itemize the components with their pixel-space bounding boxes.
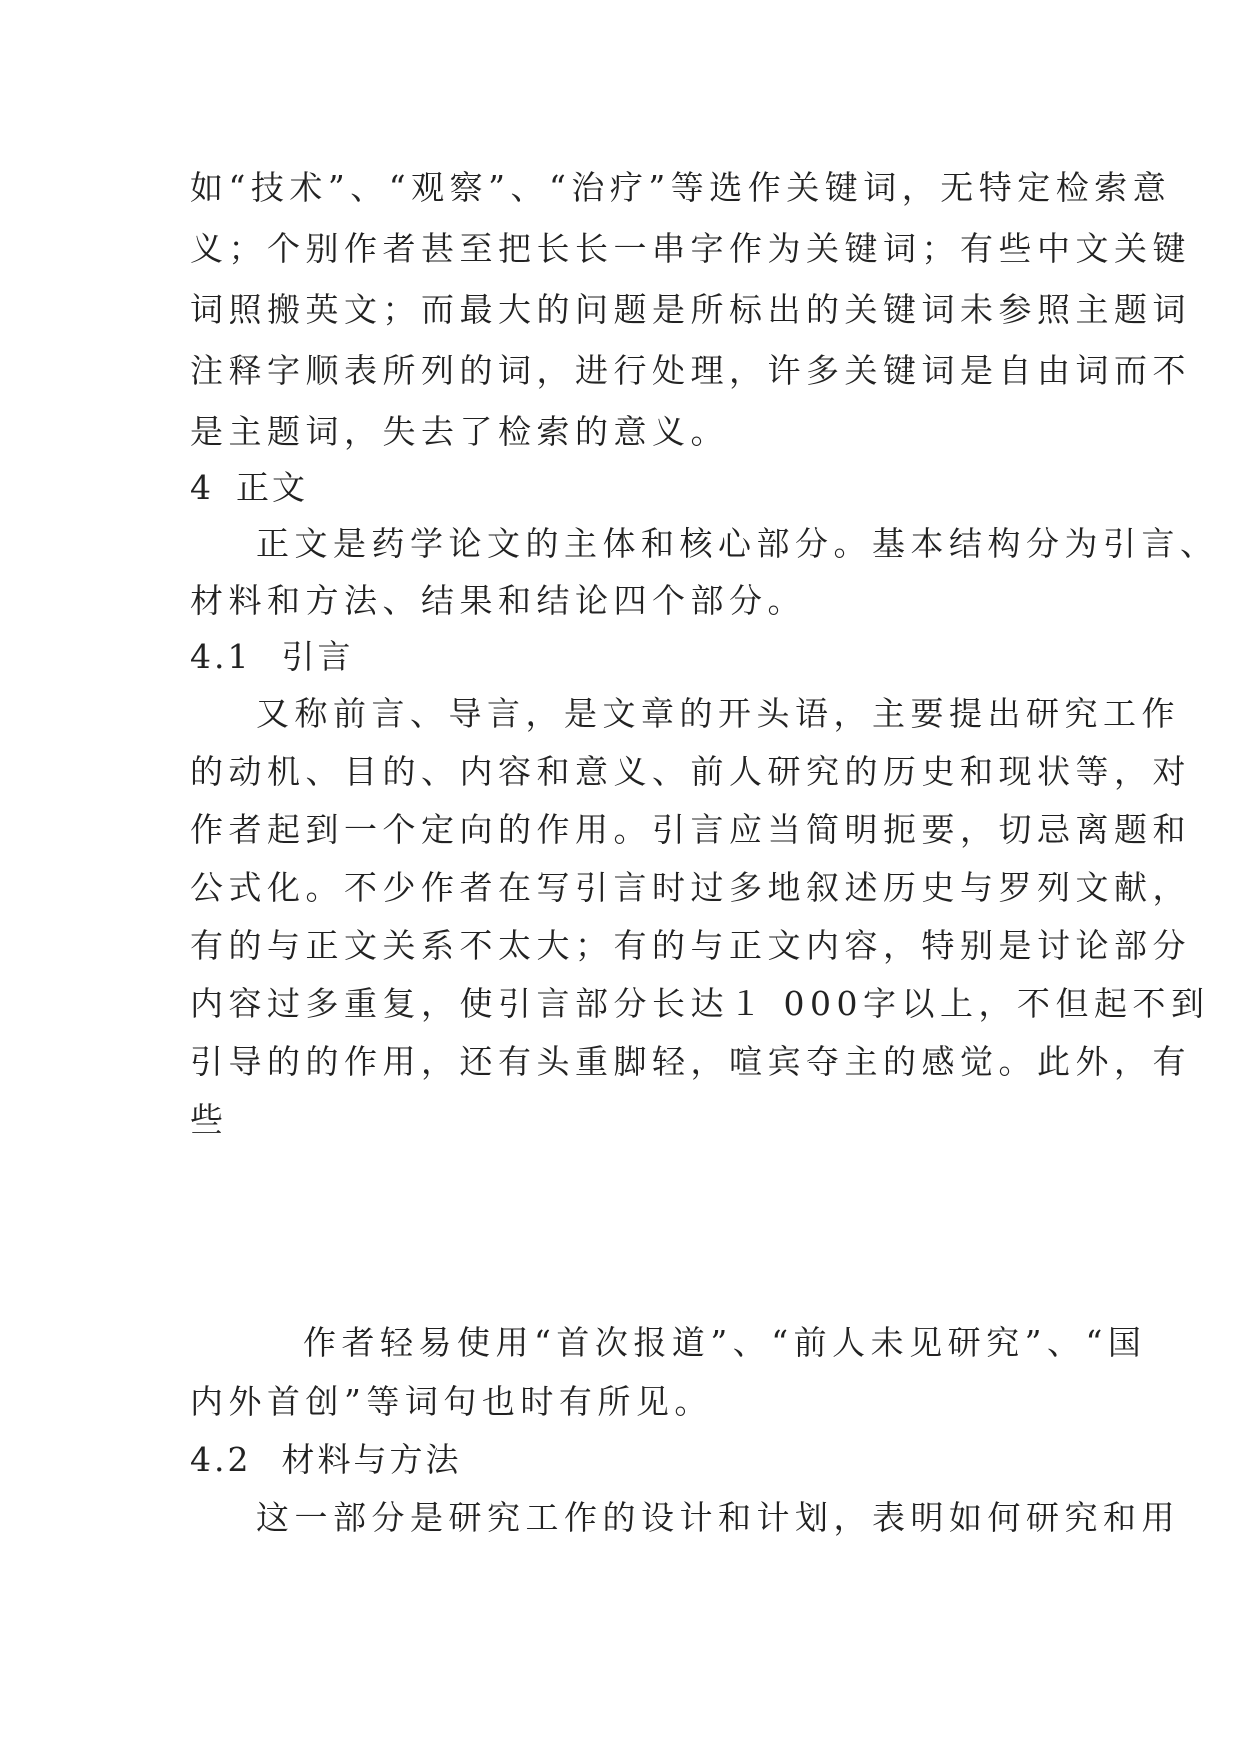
text-line: 正文是药学论文的主体和核心部分。基本结构分为引言、: [256, 524, 1219, 563]
text-line: 注释字顺表所列的词，进行处理，许多关键词是自由词而不: [190, 351, 1191, 390]
section-heading-4-1: [190, 637, 1070, 677]
text-line: 词照搬英文；而最大的问题是所标出的关键词未参照主题词: [190, 290, 1191, 329]
text-line: 这一部分是研究工作的设计和计划，表明如何研究和用: [256, 1498, 1180, 1537]
text-line: 内外首创”等词句也时有所见。: [190, 1382, 713, 1421]
text-line: 内容过多重复，使引言部分长达１ 000字以上，不但起不到: [190, 984, 1210, 1023]
text-line: 材料和方法、结果和结论四个部分。: [190, 581, 806, 620]
section-heading-4: [190, 468, 1070, 508]
text-line: 作者轻易使用“首次报道”、“前人未见研究”、“国: [303, 1323, 1147, 1362]
text-line: 有的与正文关系不太大；有的与正文内容，特别是讨论部分: [190, 926, 1191, 965]
section-title: 引言: [281, 637, 354, 676]
text-line: 公式化。不少作者在写引言时过多地叙述历史与罗列文献，: [190, 868, 1191, 907]
text-line: 如“技术”、“观察”、“治疗”等选作关键词，无特定检索意: [190, 168, 1172, 207]
text-line: 引导的的作用，还有头重脚轻，喧宾夺主的感觉。此外，有: [190, 1042, 1191, 1081]
section-heading-4-2: [190, 1440, 1070, 1480]
section-title: 材料与方法: [281, 1440, 462, 1479]
text-line: 些: [190, 1100, 229, 1139]
section-number: 4.1: [190, 637, 252, 676]
text-line: 作者起到一个定向的作用。引言应当简明扼要，切忌离题和: [190, 810, 1191, 849]
text-line: 是主题词，失去了检索的意义。: [190, 412, 729, 451]
section-number: 4: [190, 468, 214, 507]
text-line: 又称前言、导言，是文章的开头语，主要提出研究工作: [256, 694, 1180, 733]
section-title: 正文: [236, 468, 308, 507]
text-line: 义；个别作者甚至把长长一串字作为关键词；有些中文关键: [190, 229, 1191, 268]
text-line: 的动机、目的、内容和意义、前人研究的历史和现状等，对: [190, 752, 1191, 791]
section-number: 4.2: [190, 1440, 252, 1479]
